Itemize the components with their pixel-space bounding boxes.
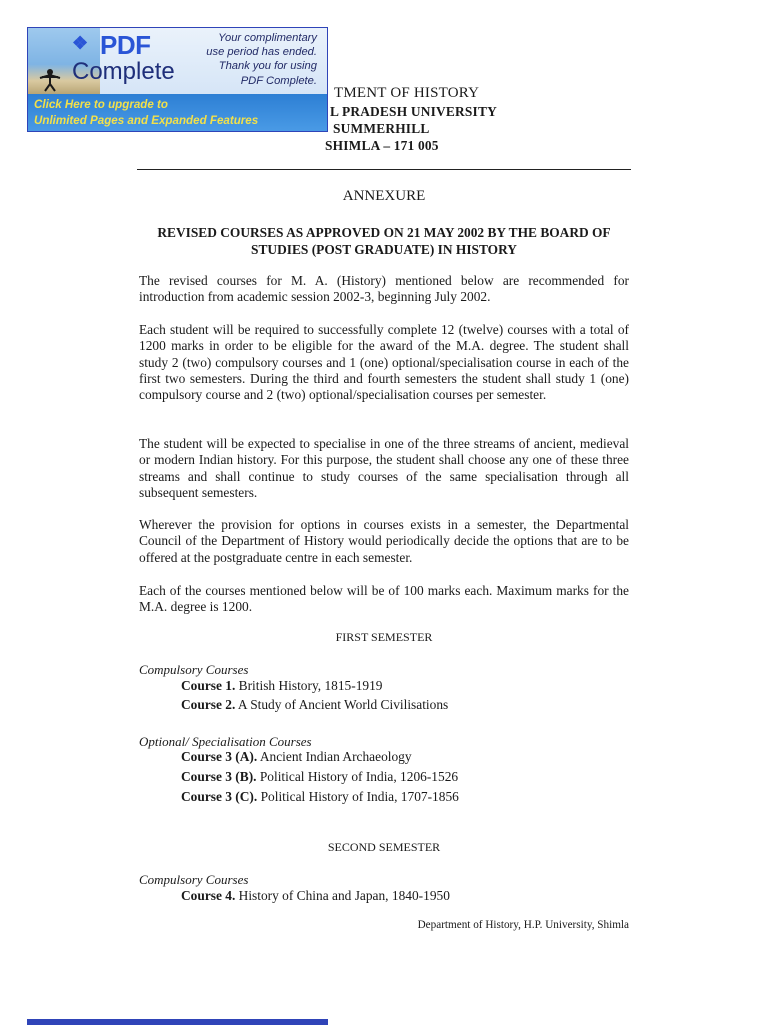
course-item: Course 4. History of China and Japan, 1840-1950 (181, 888, 450, 903)
compulsory-courses-label: Compulsory Courses (139, 662, 249, 677)
annexure-title: ANNEXURE (342, 188, 426, 204)
upgrade-banner[interactable] (27, 27, 328, 132)
paragraph-marks: Each of the courses mentioned below will be of 100 marks each. Maximum marks for the M.A. degree is 1200. (139, 583, 629, 615)
paragraph-specialisation: The student will be expected to specialise in one of the three streams of ancient, medieval or modern Indian history. For this purpose, the student shall choose any one of these three streams and shall continue to study courses of the same specialisation through all subsequent semesters. (139, 436, 629, 500)
second-semester-heading: SECOND SEMESTER (327, 840, 441, 854)
paragraph-intro: The revised courses for M. A. (History) mentioned below are recommended for introduction from academic session 2002-3, beginning July 2002. (139, 273, 629, 305)
course-item: Course 3 (C). Political History of India, 1707-1856 (181, 789, 459, 804)
page-footer: Department of History, H.P. University, Shimla (417, 919, 629, 931)
complete-logo-text: Complete (72, 58, 175, 85)
paragraph-requirements: Each student will be required to successfully complete 12 (twelve) courses with a total of 1200 marks in order to be eligible for the award of the M.A. degree. The student shall study 2 (two) compulsory courses and 1 (one) optional/specialisation course in each of the first two semesters. During the third and fourth semesters the student shall study 1 (one) compulsory course and 2 (two) optional/specialisation courses per semester. (139, 322, 629, 403)
upgrade-link[interactable]: Click Here to upgrade to Unlimited Pages and Expanded Features (34, 98, 259, 127)
banner-message: Your complimentary use period has ended. Thank you for using PDF Complete. (206, 32, 317, 87)
course-item: Course 1. British History, 1815-1919 (181, 678, 383, 693)
paragraph-options: Wherever the provision for options in courses exists in a semester, the Departmental Council of the Department of History would periodically decide the options that are to be offered at the postgraduate centre in each semester. (139, 517, 629, 565)
header-divider (137, 169, 631, 170)
first-semester-heading: FIRST SEMESTER (335, 630, 433, 644)
dept-heading: TMENT OF HISTORY (334, 85, 480, 101)
compulsory-courses-label: Compulsory Courses (139, 872, 249, 887)
next-page-banner-edge (27, 1019, 328, 1025)
course-item: Course 3 (A). Ancient Indian Archaeology (181, 749, 412, 764)
city-pin: SHIMLA – 171 005 (325, 138, 439, 153)
course-item: Course 2. A Study of Ancient World Civilisations (181, 697, 449, 712)
course-item: Course 3 (B). Political History of India, 1206-1526 (181, 769, 459, 784)
revised-courses-title: REVISED COURSES AS APPROVED ON 21 MAY 2002 BY THE BOARD OF STUDIES (POST GRADUATE) IN HISTORY (157, 225, 611, 257)
optional-courses-label: Optional/ Specialisation Courses (139, 734, 312, 749)
place-name: SUMMERHILL (333, 121, 430, 136)
pdf-logo: ❖ PDF (72, 30, 151, 60)
pdf-logo-icon: ❖ (72, 33, 88, 53)
university-name: L PRADESH UNIVERSITY (330, 104, 497, 119)
